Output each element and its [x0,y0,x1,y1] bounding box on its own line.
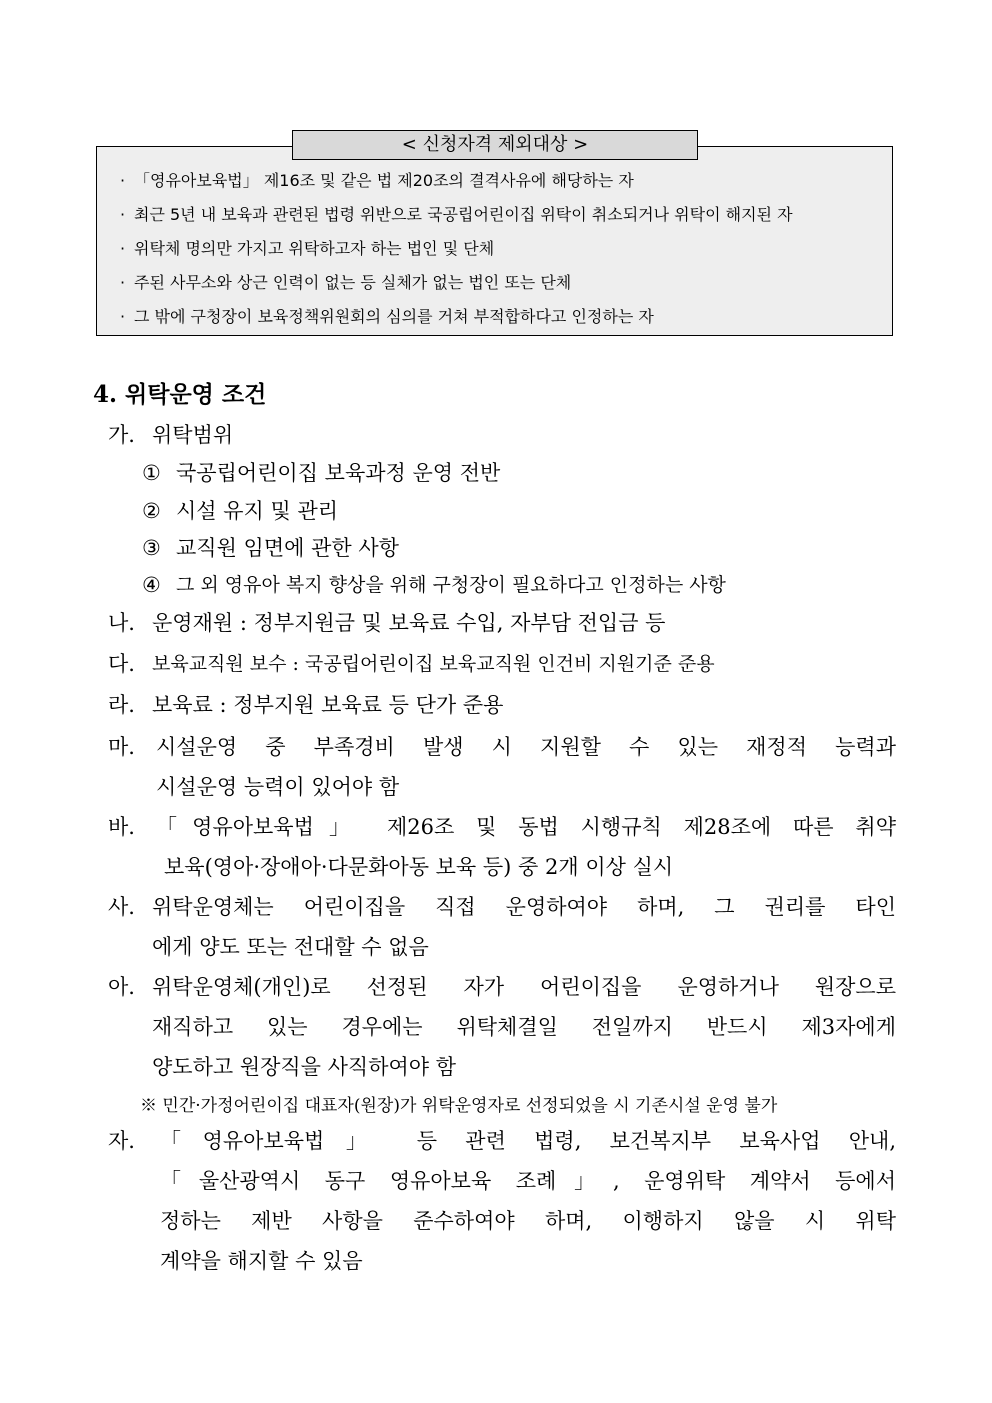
exclusion-item: · 최근 5년 내 보육과 관련된 법령 위반으로 국공립어린이집 위탁이 취소되거나 위탁이 해지된 자 [120,205,793,224]
exclusion-list [120,164,890,334]
exclusion-item: · 그 밖에 구청장이 보육정책위원회의 심의를 거쳐 부적합하다고 인정하는 자 [120,307,654,326]
exclusion-item: · 「영유아보육법」 제16조 및 같은 법 제20조의 결격사유에 해당하는 자 [120,171,634,190]
exclusion-item: · 위탁체 명의만 가지고 위탁하고자 하는 법인 및 단체 [120,239,495,258]
clause-label: 가. [108,423,135,447]
exclusion-box-title: < 신청자격 제외대상 > [292,130,698,160]
exclusion-item: · 주된 사무소와 상근 인력이 없는 등 실체가 없는 법인 또는 단체 [120,273,572,292]
clause-title: 위탁범위 [152,423,234,447]
section-heading: 4. 위탁운영 조건 [93,381,267,408]
